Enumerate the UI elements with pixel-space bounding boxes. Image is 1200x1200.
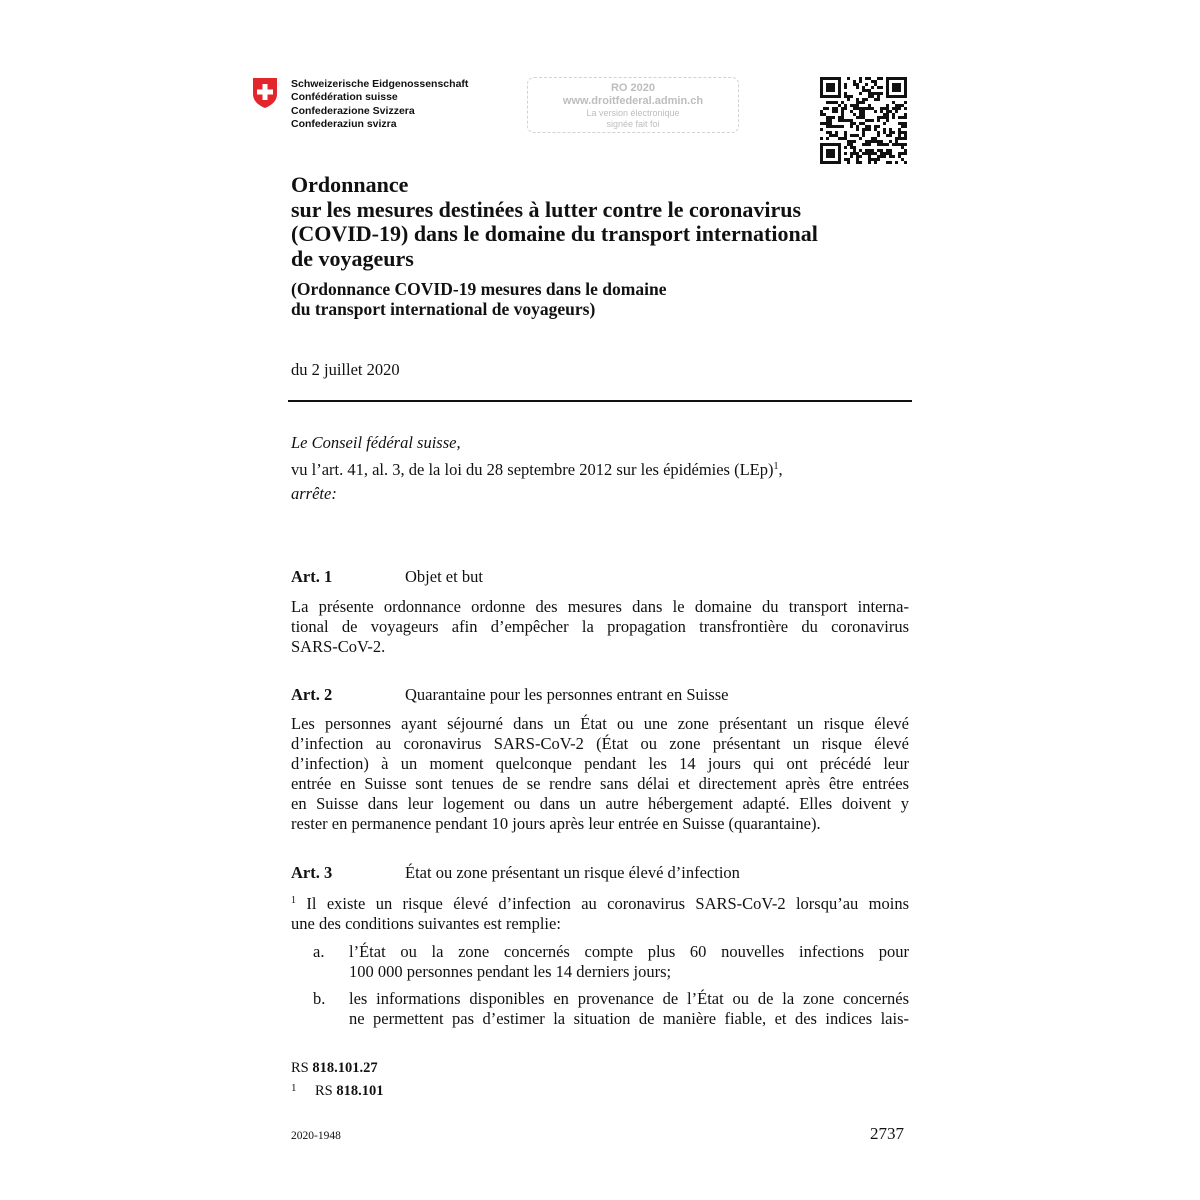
body-line: l’État ou la zone concernés compte plus 60 nouvelles infections pour [349,942,909,961]
article-number: Art. 2 [291,685,333,704]
stamp-url: www.droitfederal.admin.ch [562,95,704,107]
footnotes [291,1058,384,1101]
rs-reference: RS 818.101.27 [291,1060,378,1076]
list-letter: b. [313,989,326,1008]
confederation-line: Confederazione Svizzera [291,104,415,117]
footnote-number: 1 [291,1082,297,1094]
article-heading: Quarantaine pour les personnes entrant en Suisse [405,685,729,704]
body-line: les informations disponibles en provenance de l’État ou de la zone concernés [349,989,909,1008]
body-line: tional de voyageurs afin d’empêcher la propagation transfrontière du coronavirus [291,617,909,636]
article-heading: Objet et but [405,567,483,586]
document-title [291,173,818,271]
title-divider [288,400,912,402]
qr-code-icon [820,77,907,164]
title-line: Ordonnance [291,172,409,197]
document-date: du 2 juillet 2020 [291,360,400,379]
body-line: $^1$ Il existe un risque élevé d’infection au coronavirus SARS-CoV-2 lorsqu’au moins [291,894,909,913]
confederation-line: Confederaziun svizra [291,118,397,131]
legal-basis: vu l’art. 41, al. 3, de la loi du 28 septembre 2012 sur les épidémies (LEp)$^1$, [291,460,783,479]
confederation-line: Schweizerische Eidgenossenschaft [291,78,469,90]
title-line: (COVID-19) dans le domaine du transport international [291,221,818,246]
short-title [291,279,666,319]
body-line: une des conditions suivantes est remplie: [291,914,561,933]
enacting-clause: arrête: [291,484,337,503]
stamp-ro: RO 2020 [610,82,656,94]
body-line: ne permettent pas d’estimer la situation de manière fiable, et des indices lais- [349,1009,909,1028]
article-number: Art. 1 [291,567,333,586]
confederation-line: Confédération suisse [291,91,398,104]
article-body [291,891,909,934]
list-item [349,989,909,1029]
article-body [291,714,909,834]
preamble [291,431,783,506]
body-line: en Suisse dans leur logement ou dans un autre hébergement adapté. Elles doivent y [291,794,909,813]
body-line: d’infection au coronavirus SARS-CoV-2 (État ou zone présentant un risque élevé [291,734,909,753]
article-body [291,597,909,657]
body-line: La présente ordonnance ordonne des mesures dans le domaine du transport interna- [291,597,909,616]
body-line: d’infection) à un moment quelconque pendant les 14 jours qui ont précédé leur [291,754,909,773]
confederation-name [291,78,468,132]
swiss-crest-icon [252,77,278,109]
enacting-authority: Le Conseil fédéral suisse, [291,433,461,452]
article-number: Art. 3 [291,863,333,882]
paragraph-number: 1 [291,895,296,906]
body-line: Les personnes ayant séjourné dans un État ou une zone présentant un risque élevé [291,714,909,733]
title-line: de voyageurs [291,245,414,271]
stamp-note: signée fait foi [606,119,660,129]
footnote-1: 1 RS 818.101 [291,1078,384,1101]
body-line: SARS-CoV-2. [291,637,386,656]
body-line: entrée en Suisse sont tenues de se rendre sans délai et directement après être entrées [291,774,909,793]
document-number: 2020-1948 [291,1130,341,1142]
electronic-version-stamp [527,77,739,133]
body-line: rester en permanence pendant 10 jours après leur entrée en Suisse (quarantaine). [291,814,821,833]
body-line: 100 000 personnes pendant les 14 derniers jours; [349,962,672,981]
list-letter: a. [313,942,325,961]
title-line: sur les mesures destinées à lutter contre le coronavirus [291,196,802,222]
footnote-ref[interactable]: 1 [773,461,779,472]
short-title-line: du transport international de voyageurs) [291,299,596,319]
article-heading: État ou zone présentant un risque élevé d’infection [405,863,740,882]
short-title-line: (Ordonnance COVID-19 mesures dans le domaine [291,279,667,299]
stamp-note: La version électronique [586,108,680,118]
list-item [349,942,909,982]
page-number: 2737 [870,1124,904,1143]
